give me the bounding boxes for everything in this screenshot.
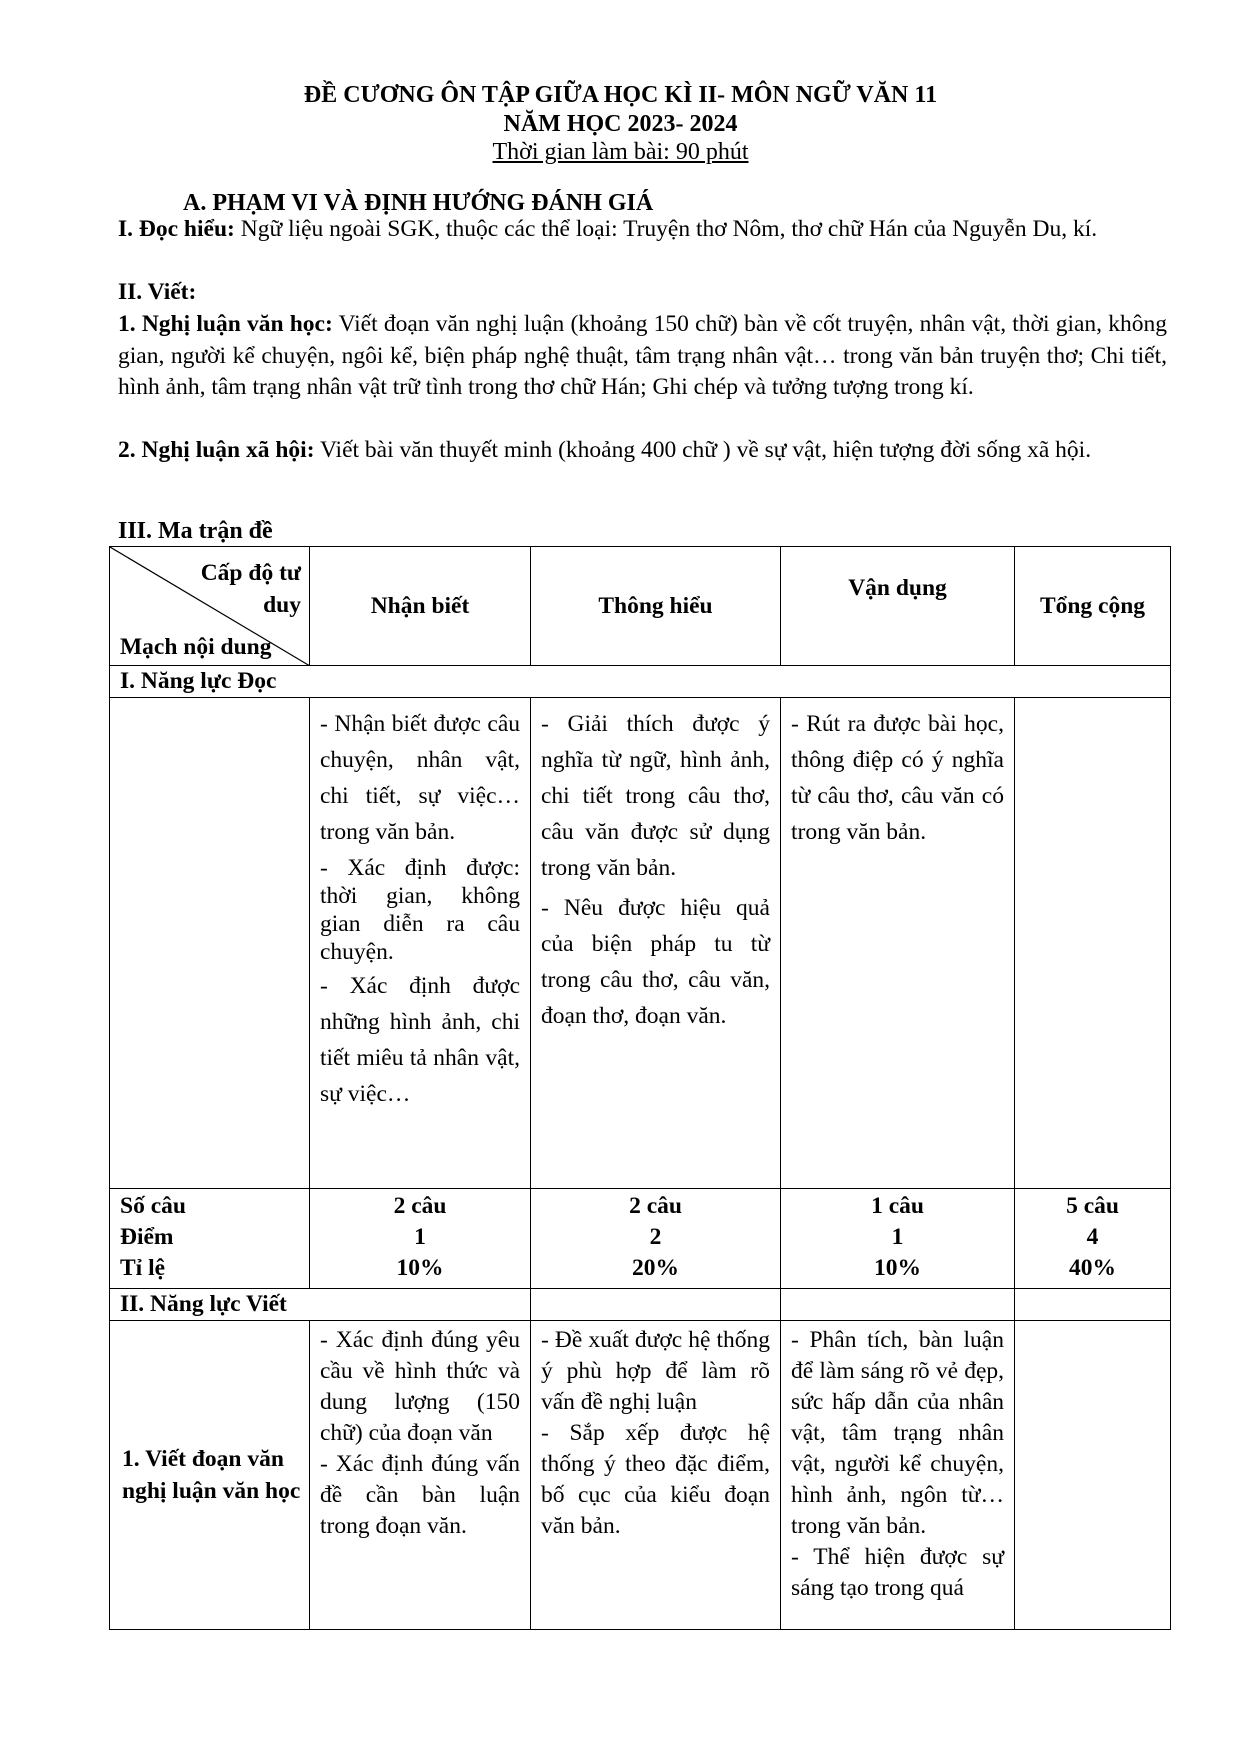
col-header-nhan-biet: Nhận biết <box>310 547 531 666</box>
exam-matrix-table <box>109 546 1171 1630</box>
reading-van-dung-cell <box>781 698 1015 1189</box>
corner-bottom-label: Mạch nội dung <box>120 634 272 660</box>
writing-section-empty-2 <box>781 1289 1015 1321</box>
writing-vd-2: - Thể hiện được sự sáng tạo trong quá <box>791 1544 1004 1601</box>
corner-top-line-2: duy <box>263 592 301 618</box>
stats-label-cell <box>110 1189 310 1289</box>
corner-top-line-1: Cấp độ tư <box>200 560 301 586</box>
corner-top-label <box>201 557 301 621</box>
school-year: NĂM HỌC 2023- 2024 <box>503 111 738 137</box>
section-a-heading: A. PHẠM VI VÀ ĐỊNH HƯỚNG ĐÁNH GIÁ <box>183 190 654 216</box>
writing-heading: II. Viết: <box>118 279 197 305</box>
reading-label: I. Đọc hiểu: <box>118 216 235 242</box>
reading-thong-hieu-cell <box>531 698 781 1189</box>
stat-th-ratio: 20% <box>632 1255 679 1281</box>
stat-vd-score: 1 <box>891 1224 904 1250</box>
writing-nhan-biet-cell <box>310 1321 531 1630</box>
stat-tc-count: 5 câu <box>1066 1193 1119 1219</box>
stat-nb-count: 2 câu <box>393 1193 447 1219</box>
stat-tc-ratio: 40% <box>1069 1255 1116 1281</box>
writing-item-1-label: 1. Nghị luận văn học: <box>118 311 333 337</box>
writing-section-empty-3 <box>1015 1289 1171 1321</box>
writing-item-2-text: Viết bài văn thuyết minh (khoảng 400 chữ ) về sự vật, hiện tượng đời sống xã hội. <box>314 437 1092 463</box>
writing-th-1: - Đề xuất được hệ thống ý phù hợp để làm rõ vấn đề nghị luận <box>541 1327 770 1415</box>
writing-thong-hieu-cell <box>531 1321 781 1630</box>
reading-nb-2: - Xác định được: thời gian, không gian diễn ra câu chuyện. <box>320 855 520 965</box>
reading-content-row <box>110 698 1171 1189</box>
header-row <box>110 547 1171 666</box>
writing-content-row <box>110 1321 1171 1630</box>
stat-th-score: 2 <box>649 1224 662 1250</box>
stats-label-diem: Điểm <box>120 1224 174 1250</box>
matrix-heading: III. Ma trận đề <box>118 518 273 544</box>
reading-nb-3: - Xác định được những hình ảnh, chi tiết miêu tả nhân vật, sự việc… <box>320 973 520 1107</box>
col-header-tong-cong: Tổng cộng <box>1015 547 1171 666</box>
writing-van-dung-cell <box>781 1321 1015 1630</box>
writing-section-empty-1 <box>531 1289 781 1321</box>
stat-nb-score: 1 <box>414 1224 426 1250</box>
stats-label-ti-le: Tỉ lệ <box>120 1255 166 1281</box>
col-header-van-dung: Vận dụng <box>781 547 1015 666</box>
reading-tong-cong-cell <box>1015 698 1171 1189</box>
writing-item-2 <box>118 435 1167 467</box>
diagonal-header-cell <box>110 547 310 666</box>
stat-tc-score: 4 <box>1086 1224 1099 1250</box>
time-line-wrap <box>0 137 1241 167</box>
exam-duration: Thời gian làm bài: 90 phút <box>492 139 749 165</box>
stats-nhan-biet <box>310 1189 531 1289</box>
writing-nb-2: - Xác định đúng vấn đề cần bàn luận trong đoạn văn. <box>320 1451 520 1539</box>
writing-row-label: 1. Viết đoạn văn nghị luận văn học <box>110 1321 310 1630</box>
reading-section-row <box>110 666 1171 698</box>
writing-vd-1: - Phân tích, bàn luận để làm sáng rõ vẻ đẹp, sức hấp dẫn của nhân vật, tâm trạng nhân vật, người kể chuyện, hình ảnh, ngôn từ…trong văn bản. <box>791 1327 1004 1539</box>
reading-content-label-cell <box>110 698 310 1189</box>
writing-section-row <box>110 1289 1171 1321</box>
document-title: ĐỀ CƯƠNG ÔN TẬP GIỮA HỌC KÌ II- MÔN NGỮ VĂN 11 <box>303 82 938 108</box>
writing-nb-1: - Xác định đúng yêu cầu về hình thức và dung lượng (150 chữ) của đoạn văn <box>320 1327 520 1446</box>
reading-section-label: I. Năng lực Đọc <box>110 666 1171 698</box>
writing-item-1-text: Viết đoạn văn nghị luận (khoảng 150 chữ) bàn về cốt truyện, nhân vật, thời gian, không gian, người kể chuyện, ngôi kể, biện pháp nghệ thuật, tâm trạng nhân vật… trong văn bản truyện thơ; Chi tiết, hình ảnh, tâm trạng nhân vật trữ tình trong thơ chữ Hán; Ghi chép và tưởng tượng trong kí. <box>118 311 1167 400</box>
reading-stats-row <box>110 1189 1171 1289</box>
stat-vd-ratio: 10% <box>874 1255 921 1281</box>
writing-section-label: II. Năng lực Viết <box>110 1289 531 1321</box>
stats-van-dung <box>781 1189 1015 1289</box>
reading-th-2: - Nêu được hiệu quả của biện pháp tu từ trong câu thơ, câu văn, đoạn thơ, đoạn văn. <box>541 895 770 1029</box>
writing-item-1 <box>118 309 1167 404</box>
stats-label-so-cau: Số câu <box>120 1193 186 1219</box>
stats-tong-cong <box>1015 1189 1171 1289</box>
reading-th-1: - Giải thích được ý nghĩa từ ngữ, hình ảnh, chi tiết trong câu thơ, câu văn được sử dụng trong văn bản. <box>541 711 770 881</box>
stats-thong-hieu <box>531 1189 781 1289</box>
stat-nb-ratio: 10% <box>396 1255 444 1281</box>
col-header-thong-hieu: Thông hiểu <box>531 547 781 666</box>
reading-text: Ngữ liệu ngoài SGK, thuộc các thể loại: Truyện thơ Nôm, thơ chữ Hán của Nguyễn Du, kí. <box>234 216 1098 242</box>
stat-th-count: 2 câu <box>629 1193 682 1219</box>
reading-vd-1: - Rút ra được bài học, thông điệp có ý nghĩa từ câu thơ, câu văn có trong văn bản. <box>791 711 1004 845</box>
writing-tong-cong-cell <box>1015 1321 1171 1630</box>
reading-nhan-biet-cell <box>310 698 531 1189</box>
reading-nb-1: - Nhận biết được câu chuyện, nhân vật, chi tiết, sự việc…trong văn bản. <box>320 711 520 845</box>
stat-vd-count: 1 câu <box>871 1193 924 1219</box>
reading-paragraph <box>118 214 1167 246</box>
writing-th-2: - Sắp xếp được hệ thống ý theo đặc điểm, bố cục của kiểu đoạn văn bản. <box>541 1420 770 1539</box>
writing-item-2-label: 2. Nghị luận xã hội: <box>118 437 315 463</box>
